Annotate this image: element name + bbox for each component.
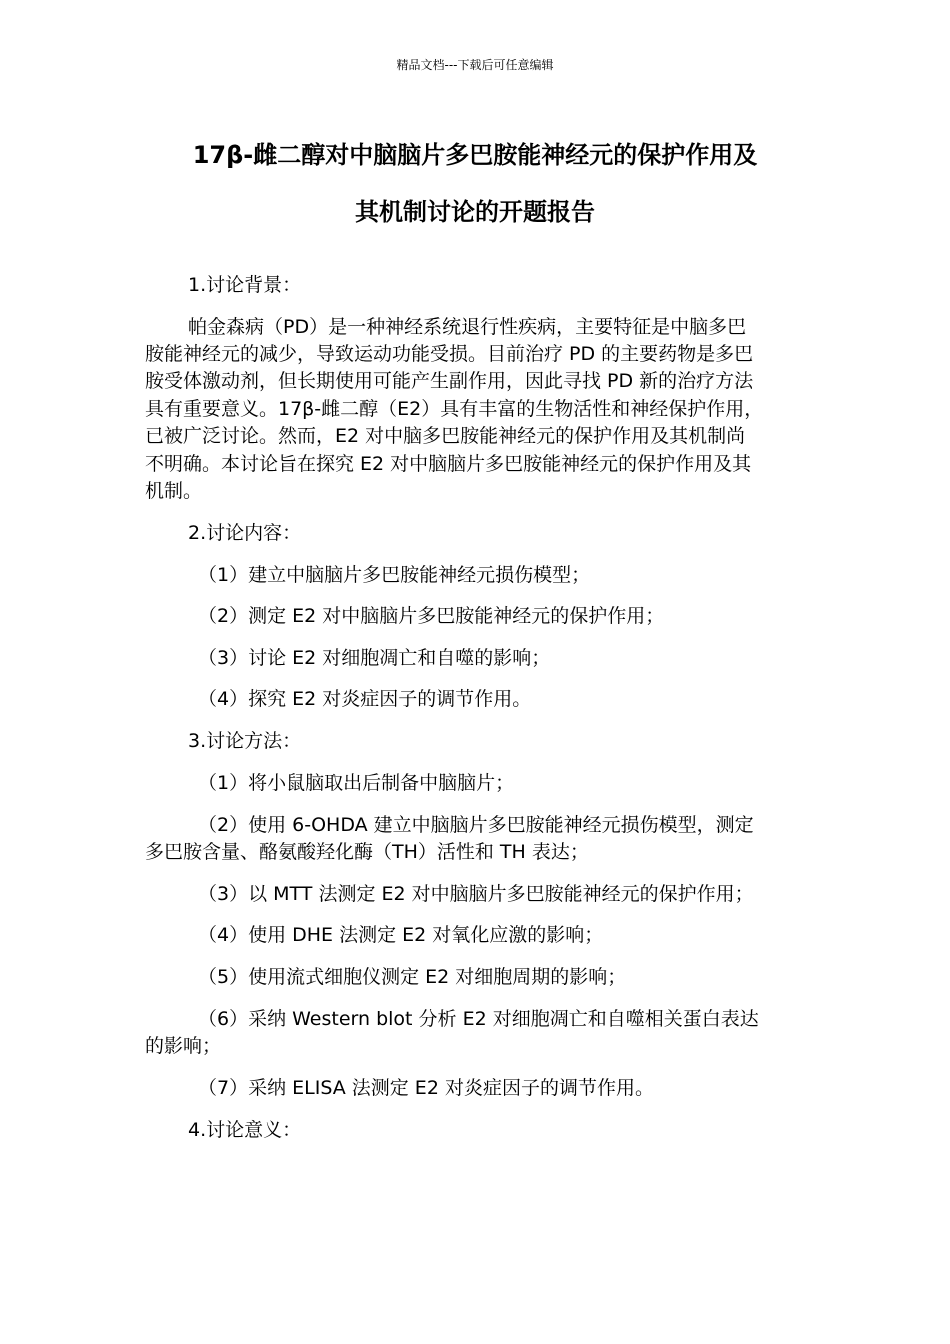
page-header: 精品文档---下载后可任意编辑 — [396, 58, 554, 72]
content-item: （3）讨论 E2 对细胞凋亡和自噬的影响； — [198, 647, 551, 669]
method-item-6: （6）采纳 Western blot 分析 E2 对细胞凋亡和自噬相关蛋白表达 — [198, 1008, 759, 1030]
content-item: （4）探究 E2 对炎症因子的调节作用。 — [198, 688, 532, 710]
background-line: 已被广泛讨论。然而，E2 对中脑多巴胺能神经元的保护作用及其机制尚 — [145, 425, 746, 447]
section-heading-content: 2.讨论内容： — [188, 522, 302, 544]
background-line: 帕金森病（PD）是一种神经系统退行性疾病，主要特征是中脑多巴 — [188, 316, 747, 338]
method-item-6-continued: 的影响； — [145, 1035, 222, 1057]
content-item: （1）建立中脑脑片多巴胺能神经元损伤模型； — [198, 564, 591, 586]
background-line: 具有重要意义。17β-雌二醇（E2）具有丰富的生物活性和神经保护作用， — [145, 398, 764, 420]
method-item-2: （2）使用 6-OHDA 建立中脑脑片多巴胺能神经元损伤模型，测定 — [198, 814, 754, 836]
section-heading-significance: 4.讨论意义： — [188, 1119, 302, 1141]
section-heading-methods: 3.讨论方法： — [188, 730, 302, 752]
background-line: 机制。 — [145, 480, 203, 502]
background-line: 不明确。本讨论旨在探究 E2 对中脑脑片多巴胺能神经元的保护作用及其 — [145, 453, 752, 475]
document-title-line-2: 其机制讨论的开题报告 — [355, 198, 595, 226]
content-item: （2）测定 E2 对中脑脑片多巴胺能神经元的保护作用； — [198, 605, 665, 627]
section-heading-background: 1.讨论背景： — [188, 274, 302, 296]
method-item-5: （5）使用流式细胞仪测定 E2 对细胞周期的影响； — [198, 966, 627, 988]
background-line: 胺能神经元的减少，导致运动功能受损。目前治疗 PD 的主要药物是多巴 — [145, 343, 754, 365]
method-item-3: （3）以 MTT 法测定 E2 对中脑脑片多巴胺能神经元的保护作用； — [198, 883, 754, 905]
document-title-line-1: 17β-雌二醇对中脑脑片多巴胺能神经元的保护作用及 — [192, 141, 758, 169]
background-line: 胺受体激动剂，但长期使用可能产生副作用，因此寻找 PD 新的治疗方法 — [145, 370, 754, 392]
method-item-7: （7）采纳 ELISA 法测定 E2 对炎症因子的调节作用。 — [198, 1077, 654, 1099]
method-item-4: （4）使用 DHE 法测定 E2 对氧化应激的影响； — [198, 924, 604, 946]
method-item-1: （1）将小鼠脑取出后制备中脑脑片； — [198, 772, 515, 794]
method-item-2-continued: 多巴胺含量、酪氨酸羟化酶（TH）活性和 TH 表达； — [145, 841, 589, 863]
